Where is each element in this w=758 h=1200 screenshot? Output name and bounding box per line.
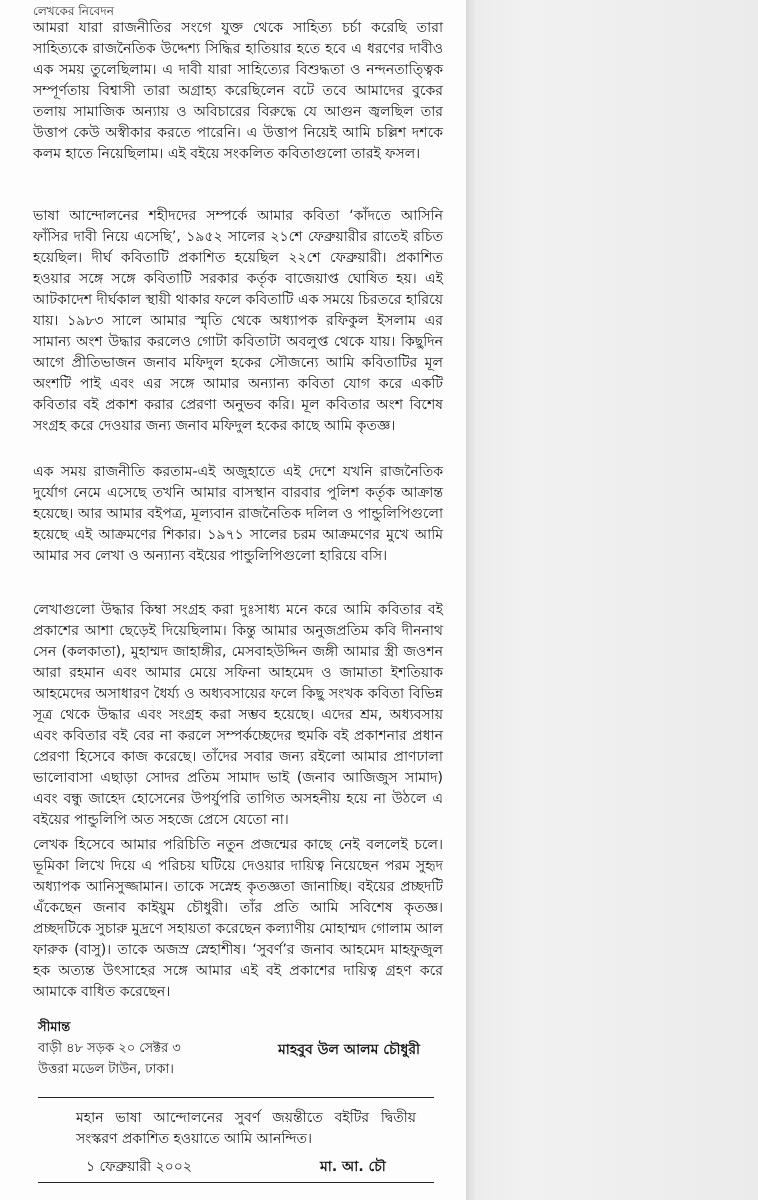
address-place-label: সীমান্ত (38, 1020, 71, 1035)
note-top-divider (38, 1097, 434, 1098)
note-initials: মা. আ. চৌ (320, 1159, 386, 1175)
address-line-2: উত্তরা মডেল টাউন, ঢাকা। (38, 1062, 174, 1077)
paragraph-4: লেখাগুলো উদ্ধার কিম্বা সংগ্রহ করা দুঃসাধ্য মনে করে আমি কবিতার বই প্রকাশের আশা ছেড়েই দিয়েছিলাম। কিন্তু আমার অনুজপ্রতিম কবি দীননাথ সেন (কলকাতা), মুহাম্মদ জাহাঙ্গীর, মেসবাহউদ্দিন জঙ্গী আমার স্ত্রী জওশন আরা রহমান এবং আমার মেয়ে সফিনা আহমেদ ও জামাতা ইশতিয়াক আহমেদের অসাধারণ ধৈর্য্য ও অধ্যবসায়ের ফলে কিছু সংখক কবিতা বিভিন্ন সূত্র থেকে উদ্ধার এবং সংগ্রহ করা সম্ভব হয়েছে। এদের শ্রম, অধ্যবসায় এবং কবিতার বই বের না করলে সম্পর্কচ্ছেদের হুমকি বই প্রকাশনার প্রধান প্রেরণা হিসেবে কাজ করেছে। তাঁদের সবার জন্য রইলো আমার প্রাণঢালা ভালোবাসা এছাড়া সোদর প্রতিম সামাদ ভাই (জনাব আজিজুস সামাদ) এবং বন্ধু জাহেদ হোসেনের উপর্যুপরি তাগিত অসহনীয় হয়ে না উঠলে এ বইয়ের পান্ডুলিপি অত সহজে প্রেসে যেতো না। (33, 602, 443, 828)
paragraph-3: এক সময় রাজনীতি করতাম-এই অজুহাতে এই দেশে যখনি রাজনৈতিক দুর্যোগ নেমে এসেছে তখনি আমার বাসস্থান বারবার পুলিশ কর্তৃক আক্রান্ত হয়েছে। আর আমার বইপত্র, মূল্যবান রাজনৈতিক দলিল ও পান্ডুলিপিগুলো হয়েছে এই আক্রমণের শিকার। ১৯৭১ সালের চরম আক্রমণের মুখে আমি আমার সব লেখা ও অন্যান্য বইয়ের পান্ডুলিপিগুলো হারিয়ে বসি। (33, 464, 443, 564)
paragraph-1: আমরা যারা রাজনীতির সংগে যুক্ত থেকে সাহিত্য চর্চা করেছি তারা সাহিত্যকে রাজনৈতিক উদ্দেশ্য সিদ্ধির হাতিয়ার হতে হবে এ ধরণের দাবীও এক সময় তুলেছিলাম। এ দাবী যারা সাহিত্যের বিশুদ্ধতা ও নন্দনতাত্ত্বিক সম্পূর্ণতায় বিশ্বাসী তারা অগ্রাহ্য করেছিলেন বটে তবে আমাদের বুকের তলায় সামাজিক অন্যায় ও অবিচারের বিরুদ্ধে যে আগুন জ্বলছিল তার উত্তাপ কেউ অস্বীকার করতে পারেনি। এ উত্তাপ নিয়েই আমি চল্লিশ দশকে কলম হাতে নিয়েছিলাম। এই বইয়ে সংকলিত কবিতাগুলো তারই ফসল। (33, 20, 443, 162)
author-signature: মাহবুব উল আলম চৌধুরী (278, 1042, 421, 1058)
note-bottom-divider (38, 1182, 434, 1183)
scan-background (466, 0, 758, 1200)
edition-note: মহান ভাষা আন্দোলনের সুবর্ণ জয়ন্তীতে বইটির দ্বিতীয় সংস্করণ প্রকাশিত হওয়াতে আমি আনন্দিত। (76, 1110, 416, 1147)
paragraph-5: লেখক হিসেবে আমার পরিচিতি নতুন প্রজন্মের কাছে নেই বললেই চলে। ভূমিকা লিখে দিয়ে এ পরিচয় ঘটিয়ে দেওয়ার দায়িত্ব নিয়েছেন পরম সুহৃদ অধ্যাপক আনিসুজ্জামান। তাকে সস্নেহ কৃতজ্ঞতা জানাচ্ছি। বইয়ের প্রচ্ছদটি এঁকেছেন জনাব কাইয়ুম চৌধুরী। তাঁর প্রতি আমি সবিশেষ কৃতজ্ঞ। প্রচ্ছদটিকে সুচারু মুদ্রণে সহায়তা করেছেন কল্যাণীয় মোহাম্মদ গোলাম আল ফারুক (বাসু)। তাকে অজস্র স্নেহাশীষ। ‘সুবর্ণ’র জনাব আহমেদ মাহফুজুল হক অত্যন্ত উৎসাহের সঙ্গে আমার এই বই প্রকাশের দায়িত্ব গ্রহণ করে আমাকে বাধিত করেছেন। (33, 837, 443, 1000)
note-date: ১ ফেব্রুয়ারী ২০০২ (86, 1159, 192, 1175)
address-line-1: বাড়ী ৪৮ সড়ক ২০ সেক্টর ৩ (38, 1041, 181, 1056)
paragraph-2: ভাষা আন্দোলনের শহীদদের সম্পর্কে আমার কবিতা ‘কাঁদতে আসিনি ফাঁসির দাবী নিয়ে এসেছি’, ১৯৫২ সালের ২১শে ফেব্রুয়ারীর রাতেই রচিত হয়েছিল। দীর্ঘ কবিতাটি প্রকাশিত হয়েছিল ২২শে ফেব্রুয়ারী। প্রকাশিত হওয়ার সঙ্গে সঙ্গে কবিতাটি সরকার কর্তৃক বাজেয়াপ্ত ঘোষিত হয়। এই আটকাদেশ দীর্ঘকাল স্থায়ী থাকার ফলে কবিতাটি এক সময়ে চিরতরে হারিয়ে যায়। ১৯৮৩ সালে আমার স্মৃতি থেকে অধ্যাপক রফিকুল ইসলাম এর সামান্য অংশ উদ্ধার করলেও গোটা কবিতাটা অবলুপ্ত থেকে যায়। কিছুদিন আগে প্রীতিভাজন জনাব মফিদুল হকের সৌজন্যে আমি কবিতাটির মূল অংশটি পাই এবং এর সঙ্গে আমার অন্যান্য কবিতা যোগ করে একটি কবিতার বই প্রকাশ করার প্রেরণা অনুভব করি। মূল কবিতার অংশ বিশেষ সংগ্রহ করে দেওয়ার জন্য জনাব মফিদুল হকের কাছে আমি কৃতজ্ঞ। (33, 208, 443, 434)
section-heading: লেখকের নিবেদন (33, 4, 114, 18)
